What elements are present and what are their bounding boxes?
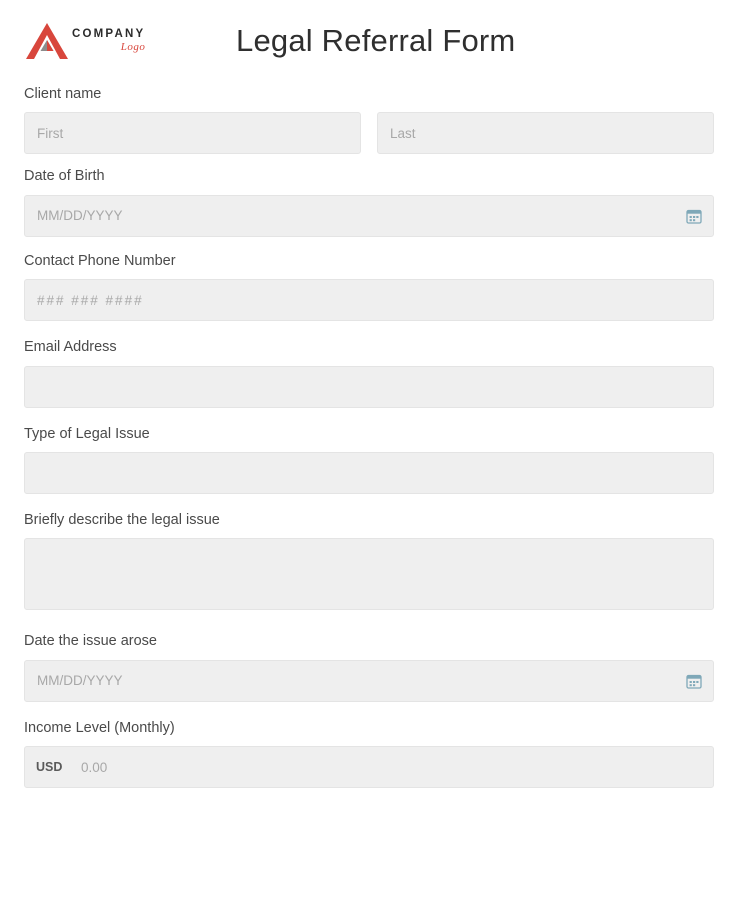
logo-text: [72, 29, 145, 54]
page-title: Legal Referral Form: [236, 23, 516, 58]
logo-subtitle: Logo: [120, 41, 146, 54]
contact-phone-input[interactable]: [24, 279, 714, 321]
logo-mark-icon: [24, 21, 70, 61]
date-of-birth-wrapper: [24, 195, 714, 237]
page-header: [0, 0, 740, 80]
email-address-input[interactable]: [24, 366, 714, 408]
income-level-wrapper: [24, 746, 714, 788]
label-issue-description: Briefly describe the legal issue: [24, 511, 220, 528]
field-type-of-legal-issue: [24, 426, 714, 494]
issue-description-textarea[interactable]: [24, 538, 714, 610]
last-name-input[interactable]: [377, 112, 714, 154]
type-of-legal-issue-input[interactable]: [24, 452, 714, 494]
client-name-row: [24, 112, 714, 154]
label-client-name: Client name: [24, 86, 102, 102]
field-income-level: [24, 720, 714, 788]
currency-prefix: USD: [36, 760, 63, 775]
field-date-of-birth: [24, 168, 714, 236]
income-level-input[interactable]: [24, 746, 714, 788]
label-date-issue-arose: Date the issue arose: [24, 633, 157, 650]
date-issue-arose-input[interactable]: [24, 660, 714, 702]
label-type-of-legal-issue: Type of Legal Issue: [24, 425, 150, 442]
referral-form: [0, 80, 740, 788]
label-date-of-birth: Date of Birth: [24, 168, 105, 185]
date-of-birth-input[interactable]: [24, 195, 714, 237]
date-issue-arose-wrapper: [24, 660, 714, 702]
client-first-name-col: [24, 112, 361, 154]
company-logo: [24, 21, 204, 61]
label-contact-phone: Contact Phone Number: [24, 252, 176, 269]
field-issue-description: [24, 512, 714, 615]
label-income-level: Income Level (Monthly): [24, 719, 175, 736]
client-last-name-col: [377, 112, 714, 154]
logo-company-name: COMPANY: [72, 27, 146, 40]
field-contact-phone: [24, 253, 714, 321]
label-email-address: Email Address: [24, 339, 117, 356]
first-name-input[interactable]: [24, 112, 361, 154]
field-date-issue-arose: [24, 633, 714, 701]
field-client-name: [24, 86, 714, 154]
field-email-address: [24, 339, 714, 407]
